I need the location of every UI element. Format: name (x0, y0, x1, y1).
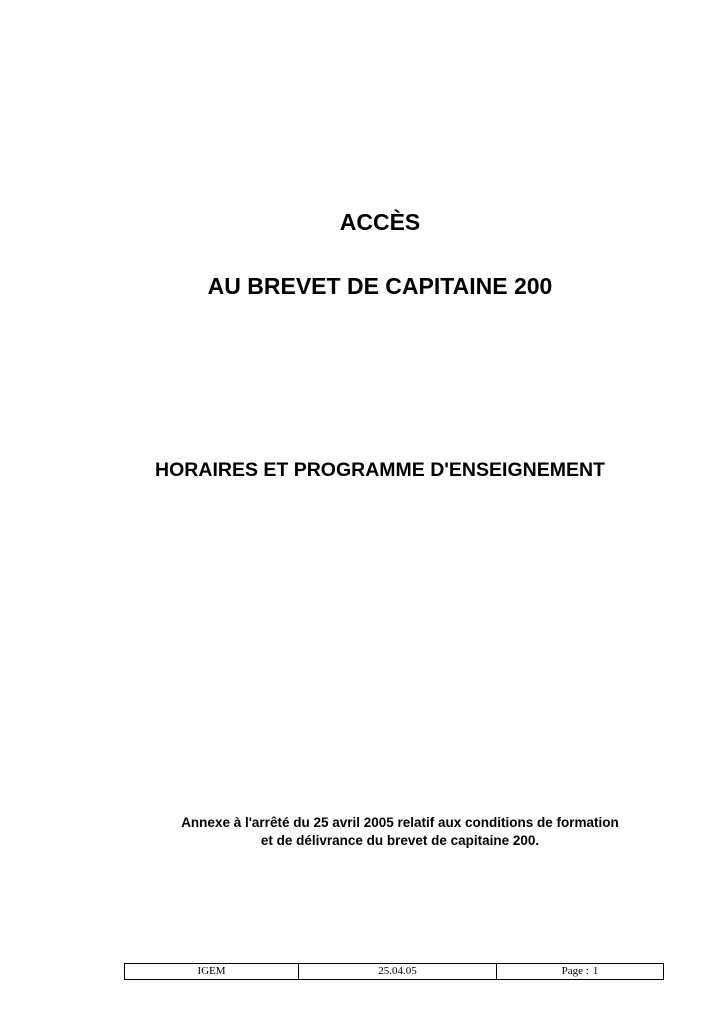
annex-note-line-1: Annexe à l'arrêté du 25 avril 2005 relatif aux conditions de formation (181, 815, 619, 830)
footer-row (125, 964, 664, 980)
document-title-line-2: AU BREVET DE CAPITAINE 200 (207, 273, 553, 299)
document-title-line-1: ACCÈS (339, 209, 421, 235)
footer-organization: IGEM (125, 964, 299, 980)
footer-page-number: 1 (592, 965, 599, 977)
document-subtitle: HORAIRES ET PROGRAMME D'ENSEIGNEMENT (155, 459, 605, 481)
footer-page-label: Page : (561, 965, 589, 977)
footer-date: 25.04.05 (299, 964, 497, 980)
page-footer (124, 963, 664, 980)
annex-note-line-2: et de délivrance du brevet de capitaine 200. (260, 833, 540, 848)
footer-page (497, 964, 664, 980)
annex-note (0, 814, 724, 850)
